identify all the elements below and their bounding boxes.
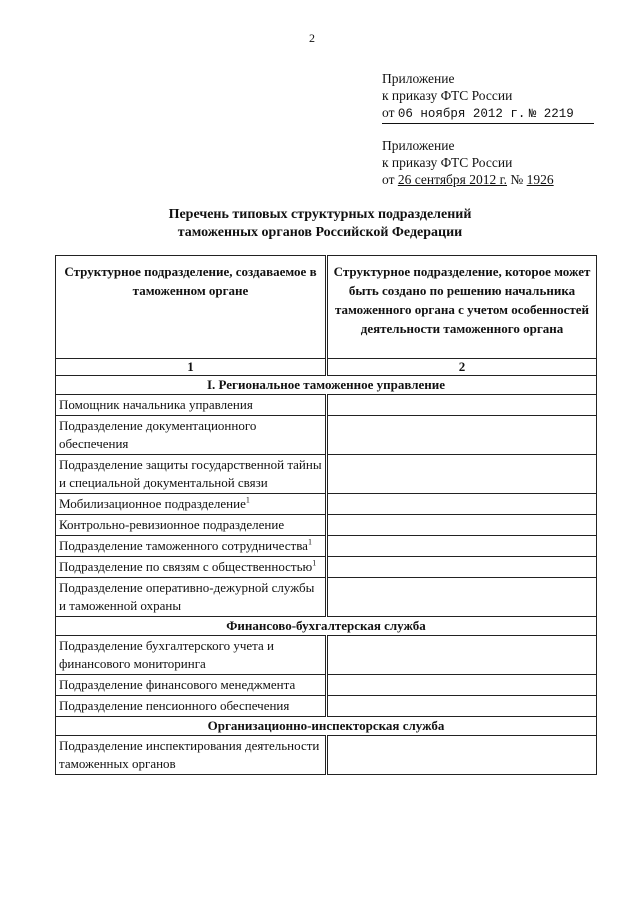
document-title-line: таможенных органов Российской Федерации — [177, 225, 463, 240]
footnote-mark: 1 — [307, 537, 312, 547]
annex-date-line — [382, 104, 594, 124]
table-row — [56, 578, 597, 617]
annex-block-original — [382, 137, 554, 188]
table-row — [56, 455, 597, 494]
unit-name: Подразделение инспектирования деятельности таможенных органов — [56, 736, 327, 775]
unit-optional — [327, 636, 597, 675]
column-header-required: Структурное подразделение, создаваемое в таможенном органе — [56, 256, 327, 359]
unit-name: Подразделение финансового менеджмента — [56, 675, 327, 696]
unit-optional — [327, 494, 597, 515]
table-row — [56, 736, 597, 775]
annex-order-ref: к приказу ФТС России — [382, 155, 513, 170]
unit-optional — [327, 675, 597, 696]
annex-date-line — [382, 171, 554, 188]
annex-number: № 2219 — [528, 107, 574, 121]
column-number: 1 — [56, 359, 327, 376]
table-row — [56, 675, 597, 696]
annex-number: 1926 — [526, 172, 554, 187]
unit-optional — [327, 557, 597, 578]
unit-optional — [327, 536, 597, 557]
annex-from-label: от — [382, 172, 395, 187]
table-row — [56, 536, 597, 557]
annex-block-amendment — [382, 70, 594, 124]
unit-name-cell — [56, 536, 327, 557]
unit-optional — [327, 696, 597, 717]
table-row — [56, 557, 597, 578]
unit-name: Подразделение защиты государственной тайны и специальной документальной связи — [56, 455, 327, 494]
unit-optional — [327, 455, 597, 494]
document-title-line: Перечень типовых структурных подразделений — [168, 207, 472, 222]
section-heading: I. Региональное таможенное управление — [56, 376, 597, 395]
unit-name: Подразделение бухгалтерского учета и финансового мониторинга — [56, 636, 327, 675]
unit-optional — [327, 578, 597, 617]
unit-optional — [327, 416, 597, 455]
table-row — [56, 494, 597, 515]
footnote-mark: 1 — [312, 558, 317, 568]
unit-optional — [327, 736, 597, 775]
annex-date: 06 ноября 2012 г. — [397, 107, 526, 121]
unit-optional — [327, 395, 597, 416]
annex-date: 26 сентября 2012 г. — [397, 172, 508, 187]
annex-title: Приложение — [382, 138, 455, 153]
unit-name: Подразделение по связям с общественностью — [59, 559, 313, 574]
table-row — [56, 416, 597, 455]
page-number: 2 — [309, 31, 315, 45]
annex-from-label: от — [382, 105, 395, 120]
table-row — [56, 395, 597, 416]
unit-name: Помощник начальника управления — [56, 395, 327, 416]
column-header-optional: Структурное подразделение, которое может быть создано по решению начальника таможенного органа с учетом особенностей деятельности таможенного органа — [327, 256, 597, 359]
unit-optional — [327, 515, 597, 536]
section-heading: Организационно-инспекторская служба — [56, 717, 597, 736]
table-row — [56, 515, 597, 536]
column-number: 2 — [327, 359, 597, 376]
document-title — [0, 206, 640, 242]
unit-name: Контрольно-ревизионное подразделение — [56, 515, 327, 536]
section-heading: Финансово-бухгалтерская служба — [56, 617, 597, 636]
structure-table — [55, 255, 597, 775]
table-row — [56, 696, 597, 717]
unit-name: Подразделение оперативно-дежурной службы и таможенной охраны — [56, 578, 327, 617]
annex-order-ref: к приказу ФТС России — [382, 88, 513, 103]
unit-name: Подразделение таможенного сотрудничества — [59, 538, 308, 553]
unit-name-cell — [56, 494, 327, 515]
table-row — [56, 636, 597, 675]
unit-name: Подразделение пенсионного обеспечения — [56, 696, 327, 717]
unit-name-cell — [56, 557, 327, 578]
unit-name: Подразделение документационного обеспечения — [56, 416, 327, 455]
footnote-mark: 1 — [245, 495, 250, 505]
unit-name: Мобилизационное подразделение — [59, 496, 246, 511]
annex-title: Приложение — [382, 71, 455, 86]
annex-number-prefix: № — [510, 172, 524, 187]
